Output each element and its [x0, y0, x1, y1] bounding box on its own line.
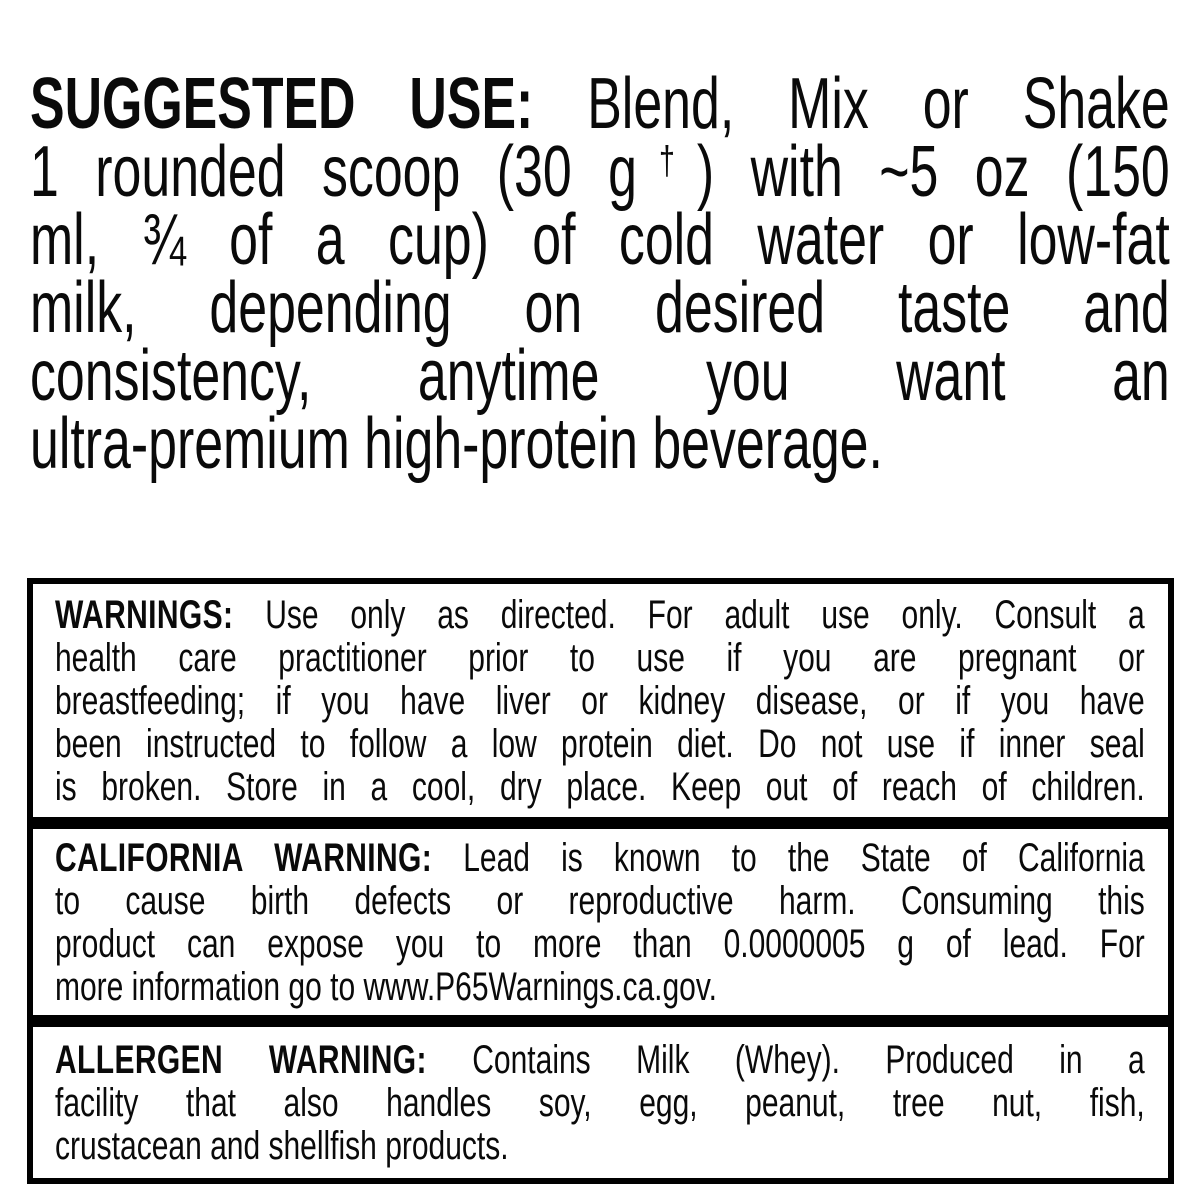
california-warning-line-2-text: to cause birth defects or reproductive harm. Consuming this	[55, 879, 1145, 923]
suggested-use-line-3-text: ml, ¾ of a cup) of cold water or low-fat	[30, 200, 1170, 280]
allergen-warning-paragraph	[55, 1027, 1145, 1178]
allergen-warning-line-2	[55, 1082, 1145, 1125]
california-warning-paragraph	[55, 829, 1145, 1015]
warnings-line-3-text: breastfeeding; if you have liver or kidney disease, or if you have	[55, 679, 1145, 723]
warnings-line-1-text: Use only as directed. For adult use only. Consult a	[265, 593, 1145, 637]
california-warning-line-3-text: product can expose you to more than 0.0000005 g of lead. For	[55, 922, 1145, 966]
allergen-warning-line-3	[55, 1125, 1145, 1168]
suggested-use-line-1	[30, 64, 1170, 144]
warning-boxes-stack	[27, 578, 1174, 1184]
suggested-use-paragraph	[30, 64, 1170, 484]
suggested-use-line-1-text: Blend, Mix or Shake	[587, 64, 1170, 144]
allergen-warning-line-1	[55, 1039, 1145, 1082]
warnings-line-2-text: health care practitioner prior to use if you are pregnant or	[55, 636, 1145, 680]
allergen-warning-line-2-text: facility that also handles soy, egg, peanut, tree nut, fish,	[55, 1081, 1145, 1125]
california-warning-line-1	[55, 837, 1145, 880]
warnings-line-4-text: been instructed to follow a low protein diet. Do not use if inner seal	[55, 722, 1145, 766]
suggested-use-line-4	[30, 268, 1170, 348]
suggested-use-line-2-text: 1 rounded scoop (30 g	[30, 132, 637, 212]
california-warning-line-1-text: Lead is known to the State of California	[463, 836, 1145, 880]
suggested-use-line-2-text-cont: ) with ~5 oz (150	[696, 132, 1170, 212]
warnings-line-5	[55, 766, 1145, 809]
california-warning-line-3	[55, 923, 1145, 966]
suggested-use-line-5-text: consistency, anytime you want an	[30, 336, 1170, 416]
california-warning-box	[27, 823, 1174, 1021]
suggested-use-line-4-text: milk, depending on desired taste and	[30, 268, 1170, 348]
suggested-use-line-3	[30, 200, 1170, 280]
warnings-line-4	[55, 723, 1145, 766]
suggested-use-line-6-text: ultra-premium high-protein beverage.	[30, 404, 883, 484]
suggested-use-line-5	[30, 336, 1170, 416]
warnings-line-3	[55, 680, 1145, 723]
warnings-paragraph	[55, 584, 1145, 817]
suggested-use-heading: SUGGESTED USE:	[30, 64, 534, 144]
warnings-box	[27, 578, 1174, 823]
california-warning-heading: CALIFORNIA WARNING:	[55, 836, 433, 880]
dagger-symbol: †	[636, 139, 697, 184]
california-warning-line-4	[55, 966, 1145, 1009]
warnings-heading: WARNINGS:	[55, 593, 234, 637]
warnings-line-1	[55, 594, 1145, 637]
suggested-use-line-6	[30, 404, 1170, 484]
california-warning-line-2	[55, 880, 1145, 923]
allergen-warning-box	[27, 1021, 1174, 1184]
allergen-warning-heading: ALLERGEN WARNING:	[55, 1038, 427, 1082]
california-warning-url-text: more information go to www.P65Warnings.ca.gov.	[55, 965, 717, 1009]
product-label-panel	[0, 64, 1200, 1200]
suggested-use-line-2	[30, 132, 1170, 212]
allergen-warning-line-3-text: crustacean and shellfish products.	[55, 1124, 509, 1168]
allergen-warning-line-1-text: Contains Milk (Whey). Produced in a	[472, 1038, 1145, 1082]
warnings-line-2	[55, 637, 1145, 680]
warnings-line-5-text: is broken. Store in a cool, dry place. Keep out of reach of children.	[55, 765, 1145, 809]
